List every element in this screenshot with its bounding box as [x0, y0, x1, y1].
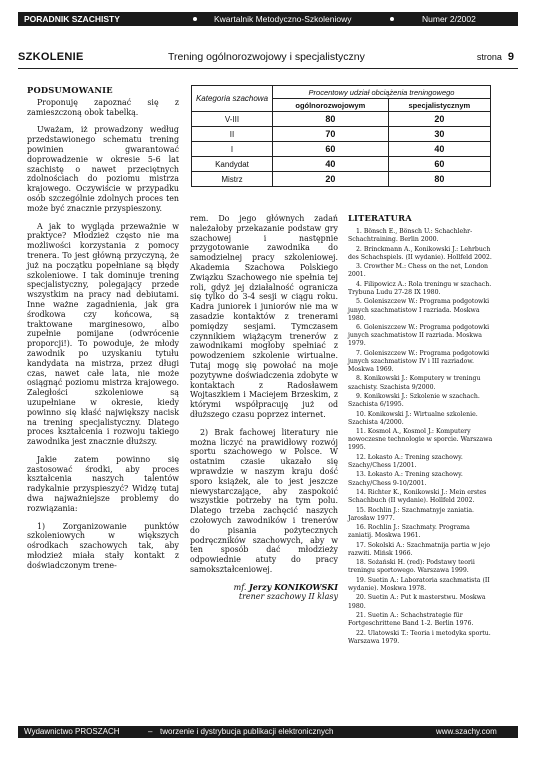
- table-cell-general: 60: [273, 142, 389, 157]
- publisher-name: Wydawnictwo PROSZACH: [24, 727, 120, 736]
- table-header-special: specjalistycznym: [388, 99, 490, 112]
- reference-item: 7. Goleniszczew W.: Programa podgotowki junych szachmatistow IV i III razriadow. Moskwa 1969.: [348, 349, 490, 373]
- reference-item: 22. Ulatowski T.: Teoria i metodyka sportu. Warszawa 1979.: [348, 629, 491, 645]
- column-left: [27, 86, 179, 579]
- reference-item: 14. Richter K., Konikowski J.: Mein erstes Schachbuch (II wydanie). Hollfeld 2002.: [348, 488, 487, 505]
- paragraph: Jakie zatem powinno się zastosować środki, aby proces kształcenia naszych talentów radykalnie przyspieszyć? Widzę tutaj dwa najważniejsze problemy do rozwiązania:: [27, 454, 179, 513]
- reference-item: 3. Crowther M.: Chess on the net, London 2001.: [348, 263, 489, 279]
- reference-item: 5. Goleniszczew W.: Programa podgotowki junych szachmatistow I razriada. Moskwa 1980.: [348, 298, 490, 322]
- table-cell-special: 20: [388, 112, 490, 127]
- table-cell-special: 30: [388, 127, 490, 142]
- table-row: [192, 172, 491, 187]
- paragraph: Proponuję zapoznać się z zamieszczoną obok tabelką.: [27, 97, 179, 117]
- reference-item: 21. Suetin A.: Schachstrategie für Fortgeschrittene Band 1-2. Berlin 1976.: [348, 612, 474, 628]
- reference-item: 6. Goleniszczew W.: Programa podgotowki junych szachmatistow II razriada. Moskwa 1979.: [348, 324, 490, 348]
- table-row: [192, 112, 491, 127]
- table-cell-category: V-III: [192, 112, 273, 127]
- column-right: [348, 214, 496, 647]
- table-cell-category: Mistrz: [192, 172, 273, 187]
- table-cell-special: 60: [388, 157, 490, 172]
- reference-item: 19. Suetin A.: Laboratoria szachmatista (II wydanie). Moskwa 1978.: [348, 576, 490, 592]
- reference-item: 10. Konikowski J.: Wirtualne szkolenie. Szachista 4/2000.: [348, 410, 478, 426]
- table-cell-special: 80: [388, 172, 490, 187]
- table-cell-general: 70: [273, 127, 389, 142]
- paragraph: rem. Do jego głównych zadań należałoby przekazanie podstaw gry szachowej i następnie przygotowanie zawodnika do samodzielnej pracy szkoleniowej. Akademia Szachowa Polskiego Związku Szachowego nie spełnia tej roli, gdyż jej działalność ogranicza się tylko do 3-4 sesji w ciągu roku. Kadra juniorek i juniorów nie ma w zasadzie kontaktów z trenerami pomiędzy sesjami. Tymczasem czynnikiem wiążącym trenerów z zawodnikami mogłoby spełniać z powodzeniem szkolenie wirtualne. Tutaj mogę się powołać na moje pozytywne doświadczenia zdobyte w kontaktach z Radosławem Wojtaszkiem i Maciejem Brzeskim, z którymi współpracuję już od dłuższego czasu poprzez internet.: [190, 214, 338, 419]
- reference-item: 12. Łokasto A.: Trening szachowy. Szachy/Chess 1/2001.: [348, 453, 463, 469]
- bullet-icon: [390, 17, 394, 21]
- reference-item: 16. Rochlin J.: Szachmaty. Programa zaniatij. Moskwa 1961.: [348, 524, 470, 540]
- summary-heading: PODSUMOWANIE: [27, 85, 113, 95]
- column-middle: [190, 214, 338, 602]
- section-name: SZKOLENIE: [18, 51, 84, 63]
- table-cell-general: 80: [273, 112, 389, 127]
- table-header-group: Procentowy udział obciążenia treningowego: [273, 86, 491, 99]
- bottom-banner: [18, 726, 518, 738]
- reference-item: 2. Brinckmann A., Konikowski J.: Lehrbuch des Schachspiels. (II wydanie). Hollfeld 2002.: [348, 245, 492, 261]
- table-cell-category: I: [192, 142, 273, 157]
- table-header-category: Kategoria szachowa: [192, 86, 273, 112]
- author-signature: [190, 583, 338, 602]
- table-row: [192, 127, 491, 142]
- separator: –: [148, 727, 153, 736]
- reference-item: 11. Kosmol A., Kosmol J.: Komputery nowoczesne technologie w sporcie. Warszawa 1995.: [348, 428, 493, 452]
- table-header-general: ogólnorozwojowym: [273, 99, 389, 112]
- paragraph: Uważam, iż prowadzony według przedstawionego schematu trening powinien gwarantować doprowadzenie w okresie 5-6 lat szachistę o nawet przeciętnych zdolnościach do poziomu mistrza krajowego. Oczywiście w przypadku osób szczególnie zdolnych proces ten może być znacznie przyspieszony.: [27, 125, 179, 213]
- magazine-subtitle: Kwartalnik Metodyczno-Szkoleniowy: [214, 14, 352, 24]
- publisher-tagline: tworzenie i dystrybucja publikacji elektronicznych: [160, 727, 334, 736]
- page-label: strona: [476, 52, 502, 62]
- paragraph: A jak to wygląda przeważnie w praktyce? Młodzież często nie ma możliwości korzystania z pomocy trenera. To jest główną przyczyną, że już na początku popełniane są błędy szkoleniowe. I tak dominuje trening specjalistyczny, polegający przede wszystkim na pracy nad debiutami. Inne ważne zagadnienia, jak gra środkowa czy końcowa, są traktowane marginesowo, albo zupełnie pomijane (odwrócenie proporcji!). To powoduje, że młody zawodnik po uzyskaniu tytułu kandydata na mistrza, przez długi czas, nawet całe lata, nie może osiągnąć poziomu mistrza krajowego. Zaległości szkoleniowe są uzupełniane w okresie, kiedy powinno się kłaść największy nacisk na trening specjalistyczny. Dlatego proces kształcenia i rozwoju takiego zawodnika jest znacznie dłuższy.: [27, 221, 179, 447]
- author-name: Jerzy KONIKOWSKI: [249, 581, 338, 592]
- table-cell-general: 20: [273, 172, 389, 187]
- paragraph: 1) Zorganizowanie punktów szkoleniowych w większych ośrodkach szachowych tak, aby młodzież miała stały kontakt z doświadczonym trene-: [27, 521, 179, 570]
- reference-item: 9. Konikowski J.: Szkolenie w szachach. Szachista 6/1995.: [348, 393, 480, 409]
- website-link[interactable]: www.szachy.com: [436, 727, 497, 736]
- table-cell-category: Kandydat: [192, 157, 273, 172]
- table-row: [192, 142, 491, 157]
- table-cell-category: II: [192, 127, 273, 142]
- section-header: [18, 50, 518, 69]
- article-title: Trening ogólnorozwojowy i specjalistyczny: [168, 51, 365, 63]
- page-indicator: [477, 51, 514, 63]
- reference-item: 13. Łokasto A.: Trening szachowy. Szachy/Chess 9-10/2001.: [348, 471, 463, 487]
- author-prefix: mf.: [233, 582, 247, 592]
- issue-number: Numer 2/2002: [422, 14, 476, 24]
- reference-item: 4. Filipowicz A.: Rola treningu w szachach. Trybuna Ludu 27-28 IX 1980.: [348, 280, 492, 296]
- reference-item: 1. Bönsch E., Bönsch U.: Schachlehr-Schachtraining. Berlin 2000.: [348, 228, 473, 244]
- reference-item: 8. Konikowski J.: Komputery w treningu szachisty. Szachista 9/2000.: [348, 375, 481, 391]
- paragraph: 2) Brak fachowej literatury nie można liczyć na prawidłowy rozwój sportu szachowego w Polsce. W ostatnim czasie ukazało się wprawdzie w naszym kraju dość sporo książek, ale to jest jeszcze niewystarczające, aby zaspokoić wszystkie potrzeby na tym polu. Dlatego trzeba zachęcić naszych czołowych zawodników i trenerów do pisania pożytecznych podręczników szachowych, aby w ten sposób dać młodzieży odpowiednie atuty do pracy samokształceniowej.: [190, 427, 338, 574]
- training-load-table: [191, 85, 491, 187]
- literature-heading: LITERATURA: [348, 213, 412, 223]
- page-number: 9: [507, 51, 514, 63]
- table-row: [192, 157, 491, 172]
- reference-item: 18. Sożański H. (red): Podstawy teorii treningu sportowego. Warszawa 1999.: [348, 559, 475, 575]
- table-cell-special: 40: [388, 142, 490, 157]
- reference-item: 15. Rochlin J.: Szachmatnyje zaniatia. Jarosław 1977.: [348, 506, 474, 522]
- reference-item: 20. Suetin A.: Put k masterstwu. Moskwa 1980.: [348, 594, 486, 610]
- top-banner: [18, 12, 518, 26]
- table-cell-general: 40: [273, 157, 389, 172]
- reference-item: 17. Sokolski A.: Szachmatnija partia w jejo razwiti. Mińsk 1966.: [348, 541, 491, 557]
- magazine-name: PORADNIK SZACHISTY: [24, 14, 120, 24]
- author-role: trener szachowy II klasy: [238, 592, 338, 602]
- bullet-icon: [193, 17, 197, 21]
